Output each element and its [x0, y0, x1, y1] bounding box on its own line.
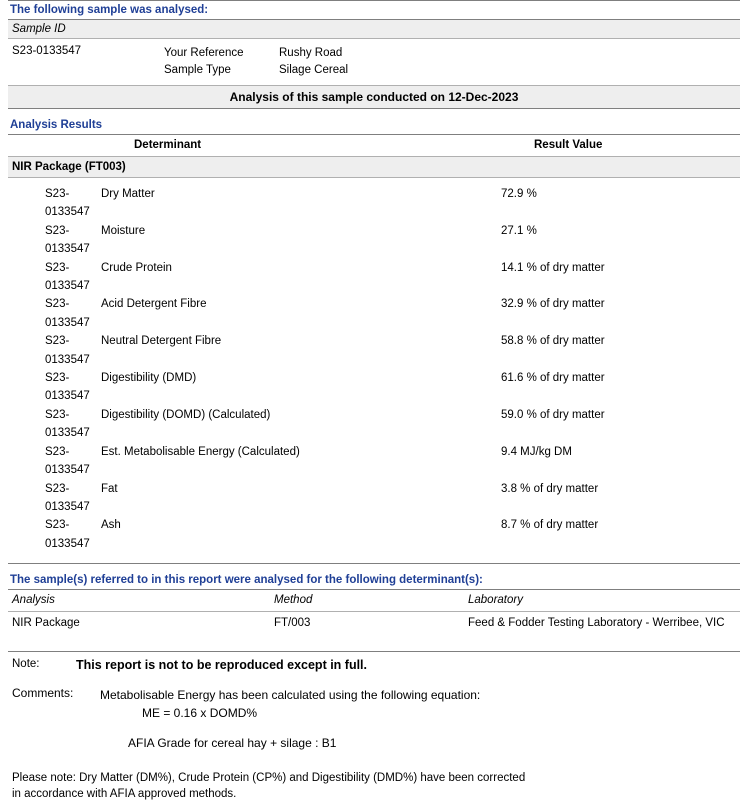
- methods-col-analysis: Analysis: [12, 594, 55, 607]
- row-result: 58.8 % of dry matter: [501, 335, 605, 348]
- analysis-results-header: Analysis Results: [10, 119, 103, 131]
- sample-details: [8, 39, 740, 85]
- note-block: [8, 652, 740, 672]
- table-row: [8, 185, 740, 222]
- method-code: FT/003: [274, 617, 311, 630]
- row-determinant: Digestibility (DOMD) (Calculated): [101, 408, 271, 421]
- table-row: [8, 259, 740, 296]
- row-result: 27.1 %: [501, 224, 537, 237]
- methods-column-headers: [8, 590, 740, 611]
- row-sample-id: S23-0133547: [45, 519, 90, 550]
- spacer: [8, 109, 740, 116]
- table-row: [8, 480, 740, 517]
- sample-field-list: [164, 45, 736, 79]
- spacer: [8, 631, 740, 641]
- comments-line-1: Metabolisable Energy has been calculated using the following equation:: [100, 688, 481, 703]
- row-result: 9.4 MJ/kg DM: [501, 445, 572, 458]
- please-note-line-1: Please note: Dry Matter (DM%), Crude Protein (CP%) and Digestibility (DMD%) have been corrected: [12, 772, 526, 785]
- sample-field-value: Silage Cereal: [279, 64, 349, 76]
- table-row: [8, 516, 740, 553]
- results-package-band: NIR Package (FT003): [8, 157, 740, 177]
- comments-body: [100, 686, 480, 752]
- row-sample-id: S23-0133547: [45, 224, 90, 256]
- comments-label: Comments:: [12, 686, 74, 701]
- row-sample-id: S23-0133547: [45, 298, 90, 329]
- sample-field-row: [164, 45, 736, 62]
- table-row: [8, 332, 740, 369]
- results-column-headers: [8, 135, 740, 156]
- row-determinant: Est. Metabolisable Energy (Calculated): [101, 445, 300, 458]
- results-col-determinant: Determinant: [134, 139, 202, 151]
- sample-id-band: Sample ID: [8, 20, 740, 38]
- row-determinant: Acid Detergent Fibre: [101, 298, 207, 311]
- row-result: 72.9 %: [501, 188, 537, 200]
- table-row: [8, 443, 740, 480]
- please-note-line-2: in accordance with AFIA approved methods.: [12, 788, 237, 801]
- table-row: [8, 369, 740, 406]
- methods-col-laboratory: Laboratory: [468, 594, 523, 607]
- analysis-conducted-band: Analysis of this sample conducted on 12-Dec-2023: [8, 86, 740, 108]
- row-determinant: Dry Matter: [101, 188, 155, 200]
- row-result: 61.6 % of dry matter: [501, 372, 605, 385]
- please-note-block: [8, 752, 740, 802]
- table-row: [8, 406, 740, 443]
- spacer: [8, 641, 740, 651]
- row-sample-id: S23-0133547: [45, 482, 90, 513]
- row-determinant: Neutral Detergent Fibre: [101, 335, 222, 348]
- note-label: Note:: [12, 658, 40, 671]
- row-determinant: Digestibility (DMD): [101, 372, 197, 385]
- methods-col-method: Method: [274, 594, 313, 607]
- comments-line-3: AFIA Grade for cereal hay + silage : B1: [128, 736, 337, 751]
- sample-field-value: Rushy Road: [279, 47, 343, 59]
- analysed-header: The following sample was analysed:: [10, 4, 209, 16]
- row-determinant: Ash: [101, 519, 121, 532]
- row-result: 32.9 % of dry matter: [501, 298, 605, 311]
- spacer: [8, 553, 740, 563]
- results-col-result: Result Value: [534, 139, 603, 151]
- row-result: 3.8 % of dry matter: [501, 482, 599, 495]
- table-row: [8, 222, 740, 259]
- row-result: 14.1 % of dry matter: [501, 261, 605, 274]
- row-result: 59.0 % of dry matter: [501, 408, 605, 421]
- row-sample-id: S23-0133547: [45, 335, 90, 366]
- row-sample-id: S23-0133547: [45, 408, 90, 440]
- sample-id-value: S23-0133547: [12, 45, 82, 57]
- row-sample-id: S23-0133547: [45, 188, 90, 219]
- table-row: [8, 612, 740, 631]
- comments-line-2: ME = 0.16 x DOMD%: [142, 706, 258, 721]
- spacer: [8, 178, 740, 185]
- row-result: 8.7 % of dry matter: [501, 519, 599, 532]
- note-text: This report is not to be reproduced except in full.: [76, 658, 368, 673]
- row-determinant: Crude Protein: [101, 261, 172, 274]
- sample-field-row: [164, 62, 736, 79]
- sample-field-label: Sample Type: [164, 64, 231, 76]
- row-determinant: Moisture: [101, 224, 146, 237]
- spacer: [8, 564, 740, 571]
- results-rows: [8, 185, 740, 553]
- row-sample-id: S23-0133547: [45, 445, 90, 477]
- table-row: [8, 295, 740, 332]
- row-sample-id: S23-0133547: [45, 261, 90, 293]
- row-determinant: Fat: [101, 482, 118, 495]
- row-sample-id: S23-0133547: [45, 372, 90, 403]
- sample-field-label: Your Reference: [164, 47, 244, 59]
- method-laboratory: Feed & Fodder Testing Laboratory - Werribee, VIC: [468, 617, 725, 630]
- method-analysis: NIR Package: [12, 617, 80, 630]
- results-col-sample: [12, 139, 134, 151]
- comments-block: [8, 672, 740, 752]
- determinants-header: The sample(s) referred to in this report were analysed for the following determinant(s):: [10, 574, 483, 587]
